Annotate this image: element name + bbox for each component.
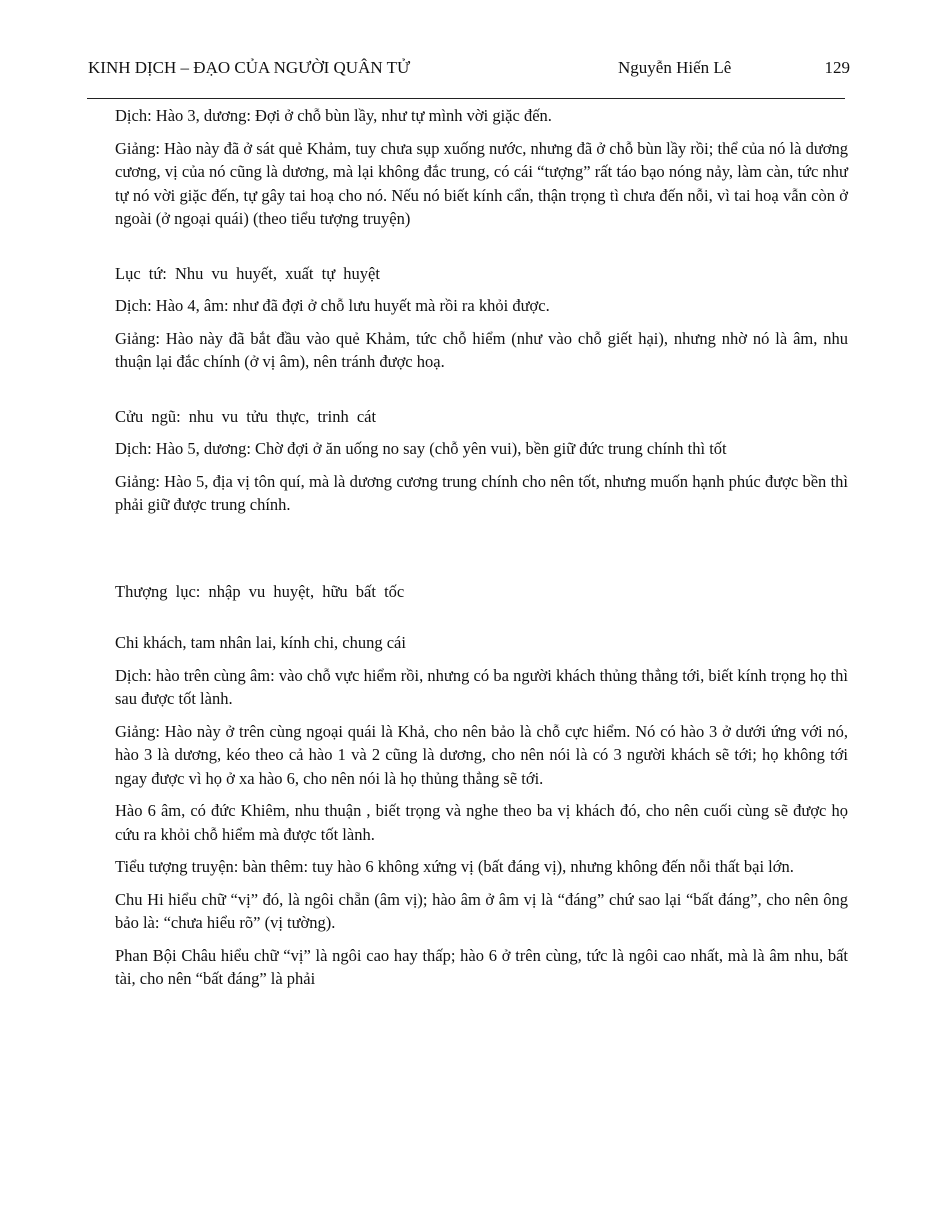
translation-hao-4: Dịch: Hào 4, âm: như đã đợi ở chỗ lưu huyết mà rồi ra khỏi được. (115, 296, 550, 315)
spacer (115, 526, 848, 580)
page-body (115, 104, 848, 1000)
spacer (115, 383, 848, 405)
commentary-hao-6-continued: Hào 6 âm, có đức Khiêm, nhu thuận , biết trọng và nghe theo ba vị khách đó, cho nên cuối cùng sẽ được họ cứu ra khỏi chỗ hiểm mà được tốt lành. (115, 801, 848, 844)
verse-thuong-luc: Thượng lục: nhập vu huyệt, hữu bất tốc (115, 581, 405, 601)
spacer (115, 612, 848, 631)
tieu-tuong-note: Tiểu tượng truyện: bàn thêm: tuy hào 6 không xứng vị (bất đáng vị), nhưng không đến nỗi thất bại lớn. (115, 857, 794, 876)
header-divider (87, 98, 845, 99)
commentary-hao-6: Giảng: Hào này ở trên cùng ngoại quái là Khả, cho nên bảo là chỗ cực hiểm. Nó có hào 3 ở dưới ứng với nó, hào 3 là dương, kéo theo cả hào 1 và 2 cũng là dương, cho nên nói là có 3 người khách sẽ tới; họ không tới ngay được vì họ ở xa hào 6, cho nên nói là họ thủng thẳng sẽ tới. (115, 721, 848, 788)
commentary-hao-3: Giảng: Hào này đã ở sát quẻ Khảm, tuy chưa sụp xuống nước, nhưng đã ở chỗ bùn lầy rồi; thể của nó là dương cương, vị của nó cũng là dương, mà lại không đắc trung, có cái “tượng” rất táo bạo nóng nảy, làm càn, tức như tự nó vời giặc đến, tự gây tai hoạ cho nó. Nếu nó biết kính cẩn, thận trọng tì chưa đến nỗi, vì tai hoạ vẫn còn ở ngoài (ở ngoại quái) (theo tiểu tượng truyện) (115, 138, 848, 228)
chu-hi-note: Chu Hi hiểu chữ “vị” đó, là ngôi chẵn (âm vị); hào âm ở âm vị là “đáng” chứ sao lại “bất đáng”, cho nên ông bảo là: “chưa hiểu rõ” (vị tường). (115, 889, 848, 932)
book-title: KINH DỊCH – ĐẠO CỦA NGƯỜI QUÂN TỬ (88, 58, 411, 77)
verse-thuong-luc-continued: Chi khách, tam nhân lai, kính chi, chung cái (115, 633, 406, 652)
page-number: 129 (824, 58, 850, 77)
translation-hao-5: Dịch: Hào 5, dương: Chờ đợi ở ăn uống no say (chỗ yên vui), bền giữ đức trung chính thì tốt (115, 439, 727, 458)
phan-boi-chau-note: Phan Bội Châu hiểu chữ “vị” là ngôi cao hay thấp; hào 6 ở trên cùng, tức là ngôi cao nhất, mà là âm nhu, bất tài, cho nên “bất đáng” là phải (115, 945, 848, 988)
verse-luc-tu: Lục tứ: Nhu vu huyết, xuất tự huyệt (115, 263, 380, 283)
page-header (88, 57, 850, 81)
translation-hao-6: Dịch: hào trên cùng âm: vào chỗ vực hiểm rồi, nhưng có ba người khách thủng thẳng tới, biết kính trọng họ thì sau được tốt lành. (115, 665, 848, 708)
translation-hao-3: Dịch: Hào 3, dương: Đợi ở chỗ bùn lầy, như tự mình vời giặc đến. (115, 106, 552, 125)
commentary-hao-5: Giảng: Hào 5, địa vị tôn quí, mà là dương cương trung chính cho nên tốt, nhưng muốn hạnh phúc được bền thì phải giữ được trung chính. (115, 471, 848, 514)
commentary-hao-4: Giảng: Hào này đã bắt đầu vào quẻ Khảm, tức chỗ hiểm (như vào chỗ giết hại), nhưng nhờ nó là âm, nhu thuận lại đắc chính (ở vị âm), nên tránh được hoạ. (115, 328, 848, 371)
verse-cuu-ngu: Cửu ngũ: nhu vu tửu thực, trinh cát (115, 406, 377, 426)
author-name: Nguyễn Hiến Lê (618, 58, 732, 77)
spacer (115, 240, 848, 262)
